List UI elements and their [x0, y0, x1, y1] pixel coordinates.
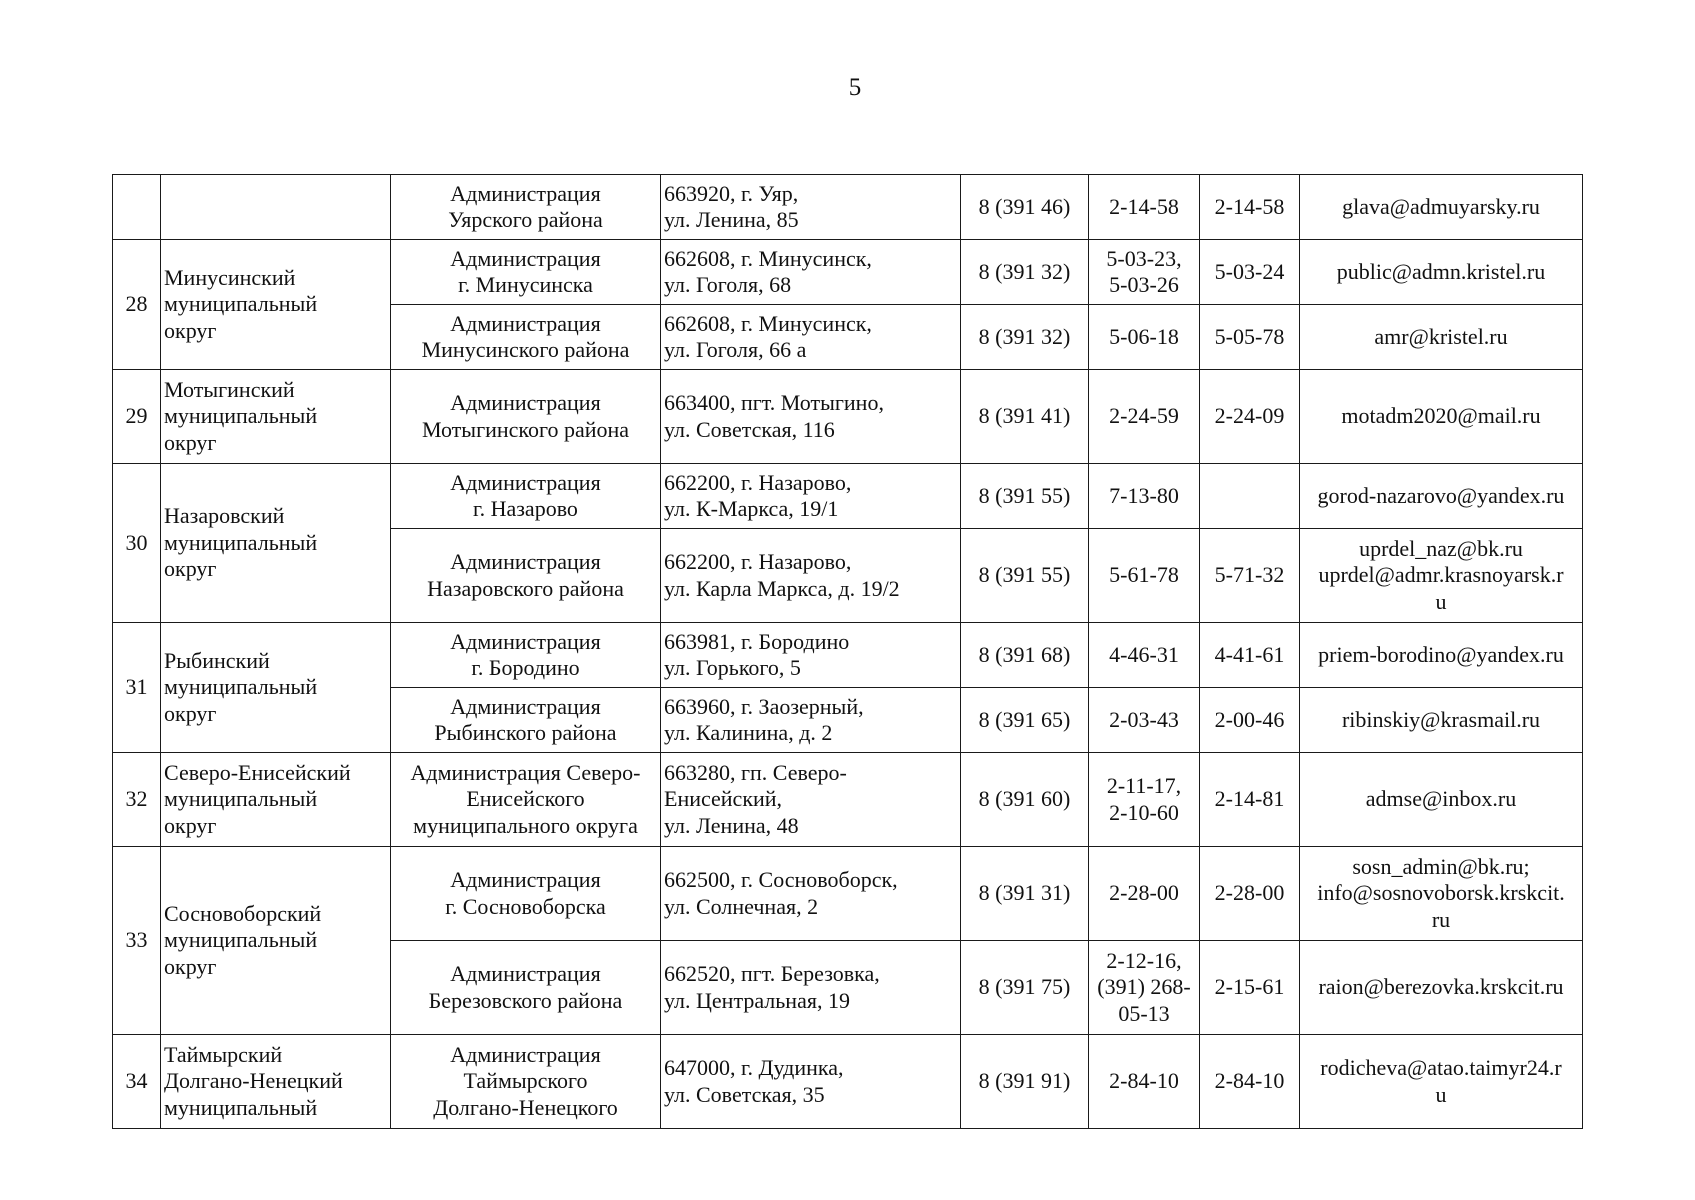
table-row: [113, 623, 1583, 688]
district-number-cell: 34: [113, 1035, 161, 1129]
district-name-cell: [161, 464, 391, 623]
cell-line: ул. Калинина, д. 2: [664, 720, 833, 745]
address-cell: [661, 941, 961, 1035]
cell-line: uprdel@admr.krasnoyarsk.r: [1318, 562, 1564, 588]
cell-line: округ: [164, 953, 217, 979]
fax-cell: 2-84-10: [1200, 1035, 1300, 1129]
cell-line: ул. Карла Маркса, д. 19/2: [664, 575, 900, 601]
cell-line: Мотыгинского района: [421, 416, 630, 442]
cell-line: 663920, г. Уяр,: [664, 180, 799, 206]
cell-line: Енисейский,: [664, 786, 783, 812]
phone-cell: [1089, 753, 1200, 847]
cell-line: муниципальный: [164, 403, 318, 429]
area-code-cell: 8 (391 60): [961, 753, 1089, 847]
cell-line: ул. Горького, 5: [664, 655, 801, 680]
cell-line: u: [1435, 588, 1447, 614]
district-number-cell: 30: [113, 464, 161, 623]
email-cell: [1300, 464, 1583, 529]
cell-line: Администрация: [450, 390, 601, 416]
cell-line: округ: [164, 812, 217, 838]
phone-cell: [1089, 240, 1200, 305]
cell-line: amr@kristel.ru: [1374, 323, 1508, 349]
email-cell: [1300, 529, 1583, 623]
cell-line: 662608, г. Минусинск,: [664, 245, 872, 271]
cell-line: ул. Ленина, 85: [664, 207, 799, 232]
address-cell: [661, 529, 961, 623]
administration-cell: [391, 305, 661, 370]
email-cell: [1300, 240, 1583, 305]
cell-line: ул. Советская, 35: [664, 1081, 825, 1107]
cell-line: 662200, г. Назарово,: [664, 469, 852, 495]
cell-line: gorod-nazarovo@yandex.ru: [1317, 482, 1565, 508]
table-row: [113, 847, 1583, 941]
cell-line: Администрация: [450, 628, 601, 654]
cell-line: Минусинского района: [421, 337, 630, 362]
cell-line: округ: [164, 700, 217, 726]
cell-line: Администрация: [450, 867, 601, 893]
cell-line: муниципальный: [164, 291, 318, 317]
cell-line: Администрация: [450, 245, 601, 271]
address-cell: [661, 753, 961, 847]
table-body: [113, 175, 1583, 1129]
cell-line: 662520, пгт. Березовка,: [664, 961, 880, 987]
cell-line: 5-06-18: [1109, 323, 1179, 349]
fax-cell: 5-03-24: [1200, 240, 1300, 305]
cell-line: ул. Центральная, 19: [664, 987, 850, 1013]
cell-line: public@admn.kristel.ru: [1336, 258, 1546, 284]
administration-cell: [391, 175, 661, 240]
page-number: 5: [848, 74, 862, 101]
address-cell: [661, 175, 961, 240]
cell-line: Сосновоборский: [164, 900, 322, 926]
cell-line: Администрация: [450, 180, 601, 206]
district-name-cell: [161, 753, 391, 847]
cell-line: 2-11-17,: [1106, 773, 1182, 799]
cell-line: priem-borodino@yandex.ru: [1318, 641, 1564, 667]
fax-cell: 2-14-58: [1200, 175, 1300, 240]
district-name-cell: [161, 1035, 391, 1129]
cell-line: glava@admuyarsky.ru: [1342, 193, 1540, 219]
cell-line: муниципальный: [164, 674, 318, 700]
cell-line: 05-13: [1118, 1000, 1170, 1026]
cell-line: uprdel_naz@bk.ru: [1359, 535, 1523, 561]
cell-line: Администрация Северо-: [410, 759, 641, 785]
fax-cell: 2-24-09: [1200, 370, 1300, 464]
cell-line: 663981, г. Бородино: [664, 628, 850, 654]
table-row: [113, 175, 1583, 240]
phone-cell: [1089, 623, 1200, 688]
cell-line: (391) 268-: [1097, 974, 1191, 1000]
district-name-cell: [161, 175, 391, 240]
cell-line: г. Сосновоборска: [445, 893, 606, 919]
cell-line: 2-14-58: [1109, 193, 1179, 219]
cell-line: г. Назарово: [473, 496, 578, 521]
cell-line: Уярского района: [448, 207, 603, 232]
cell-line: Назаровский: [164, 503, 285, 529]
address-cell: [661, 464, 961, 529]
cell-line: 647000, г. Дудинка,: [664, 1055, 844, 1081]
email-cell: [1300, 1035, 1583, 1129]
cell-line: 5-61-78: [1109, 562, 1179, 588]
area-code-cell: 8 (391 55): [961, 529, 1089, 623]
district-name-cell: [161, 847, 391, 1035]
address-cell: [661, 240, 961, 305]
cell-line: 663280, гп. Северо-: [664, 759, 847, 785]
email-cell: [1300, 175, 1583, 240]
cell-line: 4-46-31: [1109, 641, 1179, 667]
cell-line: Таймырского: [463, 1068, 588, 1094]
cell-line: ул. Гоголя, 68: [664, 272, 792, 297]
address-cell: [661, 688, 961, 753]
cell-line: info@sosnovoborsk.krskcit.: [1317, 880, 1565, 906]
email-cell: [1300, 370, 1583, 464]
cell-line: u: [1435, 1081, 1447, 1107]
area-code-cell: 8 (391 68): [961, 623, 1089, 688]
cell-line: Минусинский: [164, 264, 296, 290]
administration-cell: [391, 240, 661, 305]
phone-cell: [1089, 688, 1200, 753]
phone-cell: [1089, 370, 1200, 464]
area-code-cell: 8 (391 91): [961, 1035, 1089, 1129]
cell-line: 2-28-00: [1109, 880, 1179, 906]
cell-line: 663960, г. Заозерный,: [664, 693, 864, 719]
cell-line: муниципальный: [164, 927, 318, 953]
table-row: [113, 240, 1583, 305]
cell-line: Администрация: [450, 1041, 601, 1067]
district-number-cell: [113, 175, 161, 240]
cell-line: муниципальный: [164, 529, 318, 555]
cell-line: sosn_admin@bk.ru;: [1352, 853, 1530, 879]
fax-cell: [1200, 464, 1300, 529]
phone-cell: [1089, 941, 1200, 1035]
cell-line: Мотыгинский: [164, 376, 295, 402]
phone-cell: [1089, 1035, 1200, 1129]
cell-line: ул. Солнечная, 2: [664, 893, 819, 919]
cell-line: г. Минусинска: [458, 272, 593, 297]
email-cell: [1300, 941, 1583, 1035]
cell-line: муниципальный: [164, 1094, 318, 1120]
fax-cell: 5-71-32: [1200, 529, 1300, 623]
cell-line: ул. К-Маркса, 19/1: [664, 496, 839, 521]
district-number-cell: 29: [113, 370, 161, 464]
cell-line: округ: [164, 429, 217, 455]
cell-line: 2-10-60: [1109, 799, 1179, 825]
address-cell: [661, 623, 961, 688]
district-number-cell: 33: [113, 847, 161, 1035]
district-number-cell: 28: [113, 240, 161, 370]
phone-cell: [1089, 464, 1200, 529]
fax-cell: 2-00-46: [1200, 688, 1300, 753]
cell-line: Северо-Енисейский: [164, 759, 351, 785]
cell-line: Долгано-Ненецкого: [433, 1094, 618, 1120]
cell-line: Назаровского района: [427, 575, 624, 601]
fax-cell: 2-28-00: [1200, 847, 1300, 941]
district-name-cell: [161, 623, 391, 753]
administration-cell: [391, 688, 661, 753]
cell-line: Администрация: [450, 693, 601, 719]
cell-line: округ: [164, 317, 217, 343]
address-cell: [661, 370, 961, 464]
cell-line: округ: [164, 556, 217, 582]
email-cell: [1300, 847, 1583, 941]
table-row: [113, 370, 1583, 464]
administration-cell: [391, 370, 661, 464]
cell-line: admse@inbox.ru: [1365, 786, 1517, 812]
cell-line: Администрация: [450, 549, 601, 575]
area-code-cell: 8 (391 32): [961, 240, 1089, 305]
cell-line: ул. Гоголя, 66 а: [664, 337, 807, 362]
fax-cell: 4-41-61: [1200, 623, 1300, 688]
email-cell: [1300, 688, 1583, 753]
cell-line: 662200, г. Назарово,: [664, 549, 852, 575]
administrations-table: [112, 174, 1583, 1129]
cell-line: муниципальный: [164, 786, 318, 812]
address-cell: [661, 847, 961, 941]
administration-cell: [391, 941, 661, 1035]
area-code-cell: 8 (391 65): [961, 688, 1089, 753]
table-row: [113, 464, 1583, 529]
cell-line: ribinskiy@krasmail.ru: [1341, 706, 1541, 732]
cell-line: Рыбинского района: [434, 720, 617, 745]
cell-line: 2-03-43: [1109, 706, 1179, 732]
address-cell: [661, 1035, 961, 1129]
cell-line: motadm2020@mail.ru: [1341, 403, 1541, 429]
administration-cell: [391, 1035, 661, 1129]
table-row: [113, 753, 1583, 847]
administration-cell: [391, 464, 661, 529]
administration-cell: [391, 529, 661, 623]
table-row: [113, 1035, 1583, 1129]
phone-cell: [1089, 305, 1200, 370]
area-code-cell: 8 (391 75): [961, 941, 1089, 1035]
administration-cell: [391, 623, 661, 688]
area-code-cell: 8 (391 46): [961, 175, 1089, 240]
cell-line: 2-12-16,: [1106, 947, 1182, 973]
cell-line: Енисейского: [466, 786, 585, 812]
cell-line: 2-84-10: [1109, 1068, 1179, 1094]
area-code-cell: 8 (391 41): [961, 370, 1089, 464]
cell-line: муниципального округа: [413, 812, 638, 838]
cell-line: 5-03-26: [1109, 272, 1179, 297]
address-cell: [661, 305, 961, 370]
phone-cell: [1089, 847, 1200, 941]
cell-line: 662500, г. Сосновоборск,: [664, 867, 898, 893]
area-code-cell: 8 (391 32): [961, 305, 1089, 370]
administration-cell: [391, 753, 661, 847]
email-cell: [1300, 305, 1583, 370]
administration-cell: [391, 847, 661, 941]
cell-line: ru: [1431, 906, 1451, 932]
cell-line: Администрация: [450, 961, 601, 987]
district-name-cell: [161, 240, 391, 370]
district-name-cell: [161, 370, 391, 464]
cell-line: Березовского района: [428, 987, 623, 1013]
cell-line: Рыбинский: [164, 647, 270, 673]
fax-cell: 2-14-81: [1200, 753, 1300, 847]
phone-cell: [1089, 529, 1200, 623]
district-number-cell: 31: [113, 623, 161, 753]
cell-line: 662608, г. Минусинск,: [664, 310, 872, 336]
fax-cell: 5-05-78: [1200, 305, 1300, 370]
cell-line: 5-03-23,: [1106, 245, 1182, 271]
email-cell: [1300, 753, 1583, 847]
fax-cell: 2-15-61: [1200, 941, 1300, 1035]
cell-line: Администрация: [450, 469, 601, 495]
cell-line: ул. Ленина, 48: [664, 812, 799, 838]
cell-line: 2-24-59: [1109, 403, 1179, 429]
area-code-cell: 8 (391 31): [961, 847, 1089, 941]
cell-line: raion@berezovka.krskcit.ru: [1318, 974, 1564, 1000]
email-cell: [1300, 623, 1583, 688]
cell-line: rodicheva@atao.taimyr24.r: [1320, 1055, 1562, 1081]
cell-line: Таймырский: [164, 1041, 283, 1067]
cell-line: Долгано-Ненецкий: [164, 1068, 343, 1094]
area-code-cell: 8 (391 55): [961, 464, 1089, 529]
district-number-cell: 32: [113, 753, 161, 847]
phone-cell: [1089, 175, 1200, 240]
cell-line: 663400, пгт. Мотыгино,: [664, 390, 884, 416]
cell-line: Администрация: [450, 310, 601, 336]
cell-line: ул. Советская, 116: [664, 416, 835, 442]
cell-line: г. Бородино: [471, 655, 580, 680]
cell-line: 7-13-80: [1109, 482, 1179, 508]
